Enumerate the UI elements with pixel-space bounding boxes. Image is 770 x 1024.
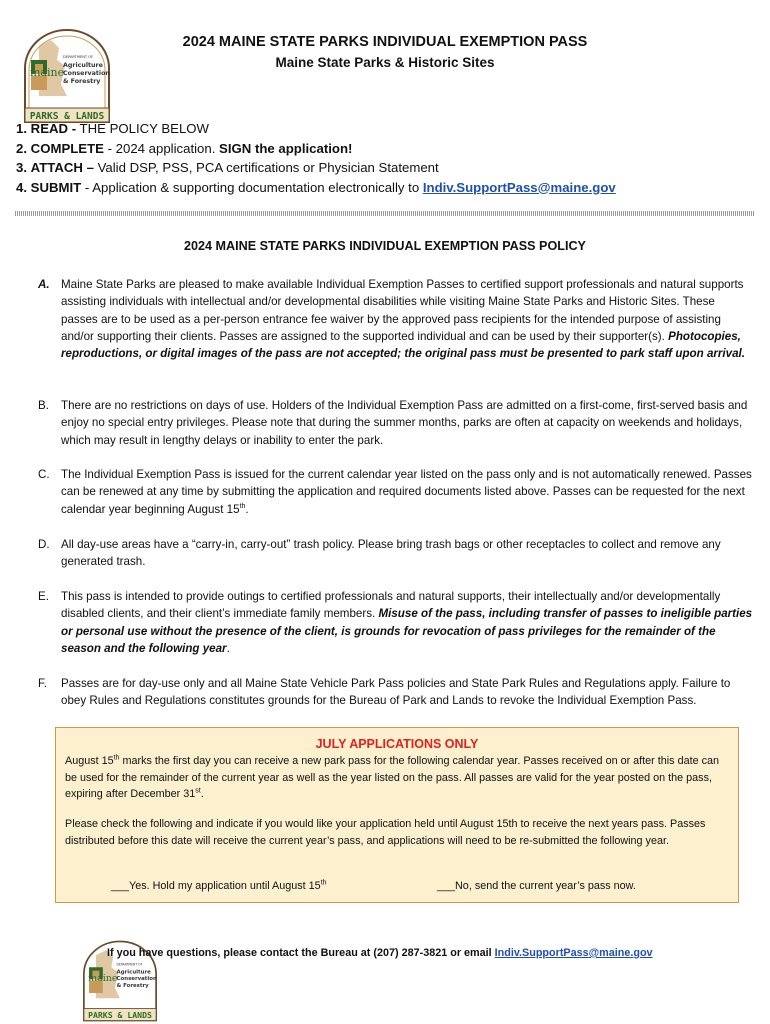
document-subtitle: Maine State Parks & Historic Sites: [275, 55, 495, 70]
logo-banner: PARKS & LANDS: [88, 1009, 152, 1020]
policy-item-f: [38, 675, 754, 710]
july-paragraph-1: [65, 753, 729, 803]
footer-email-link[interactable]: Indiv.SupportPass@maine.gov: [494, 947, 653, 959]
policy-item-emphasis: Photocopies, reproductions, or digital images of the pass are not accepted; the original pass must be presented to park staff upon arrival.: [61, 329, 745, 361]
step-label: SUBMIT: [30, 179, 82, 195]
document-title: 2024 MAINE STATE PARKS INDIVIDUAL EXEMPTION PASS: [182, 34, 588, 50]
step-text: Valid DSP, PSS, PCA certifications or Physician Statement: [93, 160, 439, 175]
july-text: .: [200, 788, 204, 800]
step-number: 4.: [16, 179, 27, 195]
policy-item-d: [38, 536, 754, 571]
policy-heading: 2024 MAINE STATE PARKS INDIVIDUAL EXEMPTION PASS POLICY: [184, 239, 586, 253]
july-applications-box: [55, 727, 739, 903]
step-number: 3.: [16, 160, 27, 175]
logo-dept-line: & Forestry: [63, 78, 101, 85]
step-number: 1.: [16, 121, 27, 136]
policy-item-letter: C.: [38, 468, 50, 481]
step-text: - 2024 application.: [103, 140, 220, 156]
ordinal-suffix: st: [195, 787, 201, 795]
logo-dept-line: Conservation: [116, 976, 157, 983]
section-divider: [15, 211, 755, 216]
july-paragraph-2: Please check the following and indicate if you would like your application held until August 15th to receive the next years pass. Passes distributed before this date will receive the current year’s pass, and applications will need to be re-submitted the following year.: [65, 818, 706, 847]
logo-dept-line: DEPARTMENT OF: [116, 962, 143, 967]
policy-item-letter: E.: [38, 590, 49, 603]
hold-application-option[interactable]: [111, 878, 327, 895]
step-complete: [16, 139, 616, 159]
policy-item-letter: F.: [38, 677, 48, 690]
document-header: [120, 34, 650, 70]
ordinal-suffix: th: [320, 879, 327, 887]
step-submit: [16, 178, 616, 198]
logo-dept-line: Agriculture: [63, 62, 103, 69]
parks-and-lands-logo: [17, 26, 117, 126]
logo-dept-line: Conservation: [63, 70, 110, 77]
logo-dept-line: Agriculture: [116, 969, 151, 976]
policy-item-letter: B.: [38, 399, 49, 412]
step-text: - Application & supporting documentation electronically to: [81, 179, 423, 195]
logo-dept-line: DEPARTMENT OF: [63, 55, 94, 59]
ordinal-suffix: th: [113, 754, 120, 762]
policy-item-text: There are no restrictions on days of use. Holders of the Individual Exemption Pass are admitted on a first-come, first-served basis and enjoy no special entry privileges. Please note that during the summer months, parks are often at capacity on weekends and holidays, which may result in lengthy delays or inability to enter the park.: [61, 399, 748, 447]
contact-footer: [107, 947, 653, 959]
step-label: COMPLETE: [30, 140, 104, 156]
policy-item-text: This pass is intended to provide outings to certified professionals and natural supports, their intellectually and/or developmentally disabled clients, and their client’s immediate family members.: [61, 590, 721, 621]
instruction-steps: [16, 119, 616, 197]
ordinal-suffix: th: [239, 502, 246, 510]
step-text: THE POLICY BELOW: [76, 121, 210, 136]
policy-item-c: [38, 466, 754, 518]
policy-item-b: [38, 397, 754, 449]
policy-item-tail: .: [226, 641, 230, 655]
step-label: READ -: [30, 121, 77, 136]
policy-item-letter: A.: [38, 278, 50, 291]
july-box-title: JULY APPLICATIONS ONLY: [315, 737, 479, 751]
logo-banner: PARKS & LANDS: [29, 111, 105, 122]
send-current-pass-option[interactable]: ___No, send the current year’s pass now.: [437, 880, 636, 892]
logo-maine-word: maine: [88, 973, 118, 984]
policy-item-text: Passes are for day-use only and all Maine State Vehicle Park Pass policies and State Park Rules and Regulations apply. Failure to obey Rules and Regulations constitutes grounds for the Bureau of Park and Lands to revoke the Individual Exemption Pass.: [61, 677, 731, 708]
july-text: August 15: [65, 755, 114, 767]
policy-item-e: [38, 588, 754, 657]
policy-item-text: Maine State Parks are pleased to make available Individual Exemption Passes to certified support professionals and natural supports assisting individuals with intellectual and/or developmental disabilities while visiting Maine State Parks and Historic Sites. These passes are to be used as a per-person entrance fee waiver by the approved pass recipients for the intended purpose of assisting and/or supporting their clients. Passes are assigned to the supported individual and can be used by their supporter(s).: [61, 278, 744, 343]
step-read: [16, 119, 616, 139]
policy-item-letter: D.: [38, 538, 50, 551]
logo-maine-word: maine: [30, 66, 65, 79]
july-text: marks the first day you can receive a new park pass for the following calendar year. Passes received on or after this date can be used for the remainder of the current year as well as the year listed on the pass. All passes are valid for the year posted on the pass, expiring after December 31: [65, 755, 720, 800]
step-emphasis: SIGN the application!: [219, 140, 353, 156]
option-label: ___Yes. Hold my application until August 15: [111, 880, 321, 892]
policy-item-emphasis: Misuse of the pass, including transfer of passes to ineligible parties or personal use without the presence of the client, is grounds for revocation of pass privileges for the remainder of the season and the following year: [61, 607, 753, 655]
submit-email-link[interactable]: Indiv.SupportPass@maine.gov: [422, 179, 616, 195]
policy-item-a: [38, 276, 754, 362]
policy-item-text: All day-use areas have a “carry-in, carry-out” trash policy. Please bring trash bags or other receptacles to collect and remove any generated trash.: [61, 538, 721, 569]
step-number: 2.: [16, 140, 27, 156]
logo-dept-line: & Forestry: [116, 983, 149, 990]
footer-text: If you have questions, please contact the Bureau at (207) 287-3821 or email: [107, 947, 495, 959]
policy-item-tail: .: [245, 502, 249, 516]
policy-item-text: The Individual Exemption Pass is issued for the current calendar year listed on the pass only and is not automatically renewed. Passes can be renewed at any time by submitting the application and required documents listed above. Passes can be requested for the next calendar year beginning August 15: [61, 468, 752, 516]
step-attach: [16, 158, 616, 178]
step-label: ATTACH –: [30, 160, 94, 175]
